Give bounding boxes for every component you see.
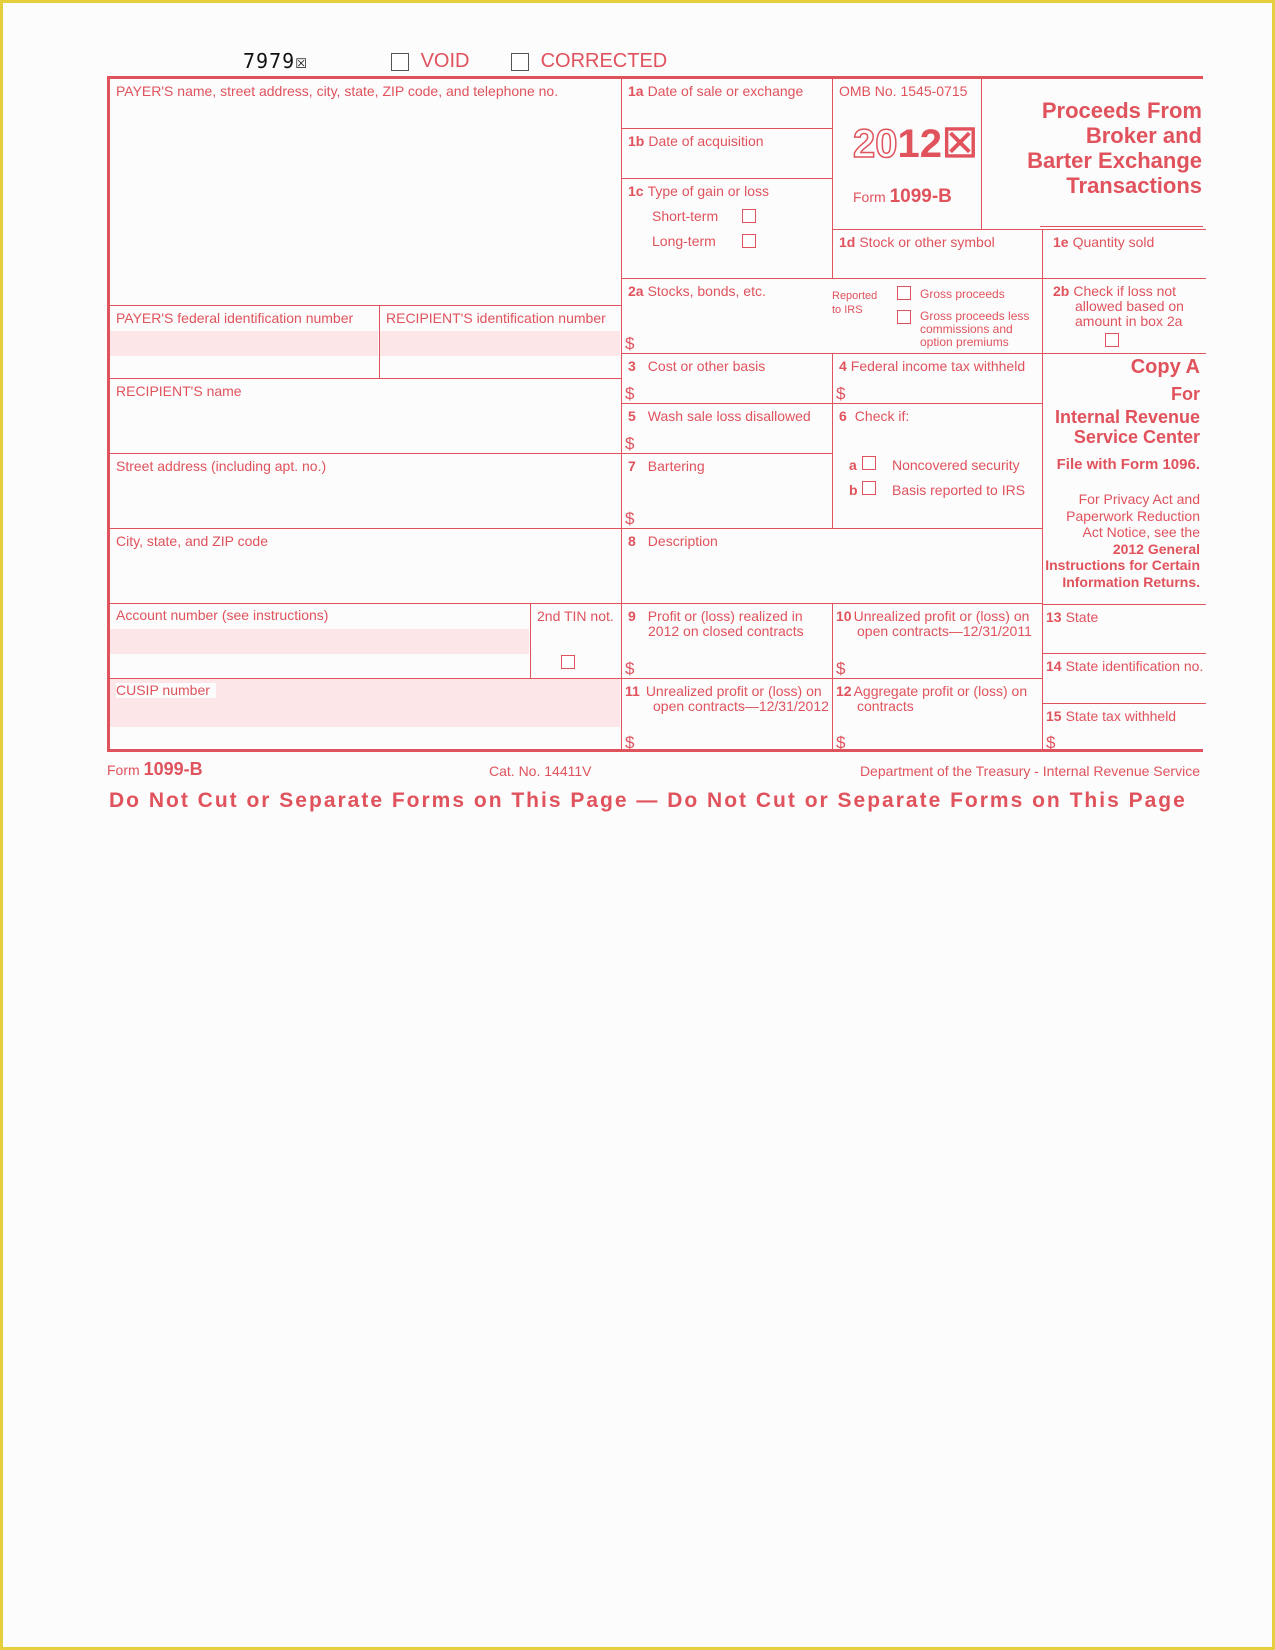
form-grid [107, 76, 1203, 752]
box-number: 9 [628, 608, 636, 624]
box-8[interactable] [622, 529, 1043, 604]
recipient-id-label: RECIPIENT'S identification number [386, 310, 606, 326]
street-address-label: Street address (including apt. no.) [116, 458, 327, 474]
form-name: 1099-B [889, 186, 952, 207]
box-number: 1b [628, 133, 645, 149]
form-prefix: Form [853, 189, 886, 205]
form-code: 7979☒ [243, 49, 309, 73]
long-term-checkbox[interactable] [742, 234, 756, 248]
box-13-label: State [1065, 609, 1099, 625]
box-number: 15 [1046, 708, 1062, 724]
gross-less-line: option premiums [920, 335, 1009, 349]
corrected-label: CORRECTED [540, 50, 668, 73]
street-address-box[interactable] [110, 454, 622, 529]
basis-reported-checkbox[interactable] [862, 481, 876, 495]
noncovered-security-label: Noncovered security [892, 457, 1020, 473]
box-14[interactable] [1043, 654, 1206, 704]
gross-less-label [920, 310, 1029, 349]
box-12-line: Aggregate profit or (loss) on [853, 683, 1028, 699]
corrected-checkbox[interactable] [511, 53, 529, 71]
box-2b [1043, 279, 1206, 354]
box-number: 13 [1046, 609, 1062, 625]
box-10-line: Unrealized profit or (loss) on [853, 608, 1030, 624]
payer-fed-id-field[interactable] [110, 331, 378, 356]
omb-box [833, 79, 982, 229]
divider [1040, 226, 1203, 227]
box-2b-label [1053, 284, 1184, 329]
dollar-sign: $ [625, 434, 635, 453]
copy-a-line: Internal Revenue [1054, 407, 1200, 427]
box-10-line: open contracts—12/31/2011 [857, 623, 1032, 639]
box-11-line: Unrealized profit or (loss) on [645, 683, 822, 699]
recipient-id-box[interactable] [380, 306, 622, 379]
box-1b[interactable] [622, 129, 833, 179]
noncovered-security-checkbox[interactable] [862, 456, 876, 470]
privacy-line: 2012 General [1112, 540, 1200, 557]
gross-proceeds-checkbox[interactable] [897, 286, 911, 300]
form-name-omb [853, 186, 952, 207]
privacy-line: Paperwork Reduction [1066, 507, 1200, 524]
box-3-label: Cost or other basis [647, 358, 766, 374]
box-6-a-letter: a [849, 457, 857, 473]
box-9-label [628, 609, 804, 639]
box-number: 1c [628, 183, 644, 199]
dollar-sign: $ [625, 334, 635, 353]
title-line: Barter Exchange [1027, 148, 1202, 173]
account-number-label: Account number (see instructions) [116, 608, 334, 623]
year-outline: 20 [853, 122, 898, 166]
city-state-zip-label: City, state, and ZIP code [116, 533, 269, 549]
box-1d[interactable] [833, 229, 1043, 279]
box-number: 11 [625, 683, 640, 699]
box-number: 1e [1053, 234, 1069, 250]
box-2a-label: Stocks, bonds, etc. [647, 283, 766, 299]
privacy-notice [1045, 491, 1200, 590]
dollar-sign: $ [625, 509, 635, 528]
box-15-label: State tax withheld [1065, 708, 1177, 724]
basis-reported-label: Basis reported to IRS [892, 482, 1026, 498]
short-term-label: Short-term [652, 208, 719, 224]
payer-info-box[interactable] [110, 79, 622, 306]
box-6-b-letter: b [849, 482, 858, 498]
long-term-label: Long-term [652, 233, 716, 249]
payer-fed-id-label: PAYER'S federal identification number [116, 310, 354, 326]
box-10-label [836, 609, 1032, 639]
recipient-name-label: RECIPIENT'S name [116, 383, 242, 399]
dollar-sign: $ [836, 733, 846, 752]
long-term-row [652, 234, 716, 249]
box-1a[interactable] [622, 79, 833, 129]
department-label: Department of the Treasury - Internal Revenue Service [859, 763, 1200, 779]
box-2a[interactable] [622, 279, 1043, 354]
cat-number: Cat. No. 14411V [489, 763, 592, 779]
box-7[interactable] [622, 454, 833, 529]
box-1d-label: Stock or other symbol [859, 234, 995, 250]
copy-a-line: For [1171, 384, 1200, 404]
box-13[interactable] [1043, 604, 1206, 654]
account-number-box[interactable] [110, 604, 531, 679]
box-number: 3 [628, 358, 636, 374]
box-number: 8 [628, 533, 636, 549]
gross-less-line: Gross proceeds less [920, 309, 1030, 323]
gross-less-line: commissions and [920, 322, 1013, 336]
box-1c-label: Type of gain or loss [647, 183, 769, 199]
box-6 [833, 404, 1043, 529]
box-1c [622, 179, 833, 279]
box-8-label: Description [647, 533, 718, 549]
privacy-line: For Privacy Act and [1078, 491, 1200, 507]
box-4[interactable] [833, 354, 1043, 404]
box-10[interactable] [833, 604, 1043, 679]
box-number: 2b [1053, 283, 1070, 299]
box-number: 7 [628, 458, 636, 474]
box-1e[interactable] [1043, 229, 1206, 279]
footer-form-name [107, 759, 203, 780]
copy-a-title: Copy A [1130, 356, 1200, 378]
footer-form-number: 1099-B [143, 759, 203, 779]
file-with-1096: File with Form 1096. [1056, 456, 1200, 473]
box-number: 6 [839, 408, 847, 424]
box-6-label: Check if: [854, 408, 910, 424]
box-9[interactable] [622, 604, 833, 679]
box-number: 4 [839, 358, 847, 374]
year-bold: 12☒ [897, 122, 978, 166]
box-1e-label: Quantity sold [1072, 234, 1155, 250]
box-12[interactable] [833, 679, 1043, 752]
title-line: Transactions [1066, 173, 1202, 198]
box-number: 12 [836, 683, 852, 699]
privacy-line: Information Returns. [1062, 573, 1200, 590]
dollar-sign: $ [836, 659, 846, 678]
box-3[interactable] [622, 354, 833, 404]
gross-less-checkbox[interactable] [897, 310, 911, 324]
box-number: 1a [628, 83, 644, 99]
box-number: 2a [628, 283, 644, 299]
box-2b-line: allowed based on [1075, 298, 1184, 314]
box-5[interactable] [622, 404, 833, 454]
cusip-box[interactable] [110, 679, 622, 752]
reported-to-irs [832, 289, 877, 317]
title-line: Broker and [1085, 123, 1202, 148]
box-7-label: Bartering [647, 458, 705, 474]
second-tin-box [531, 604, 622, 679]
box-9-line: Profit or (loss) realized in [647, 608, 803, 624]
box-9-line: 2012 on closed contracts [648, 623, 804, 639]
privacy-line: Instructions for Certain [1045, 557, 1200, 573]
box-1b-label: Date of acquisition [648, 133, 764, 149]
box-number: 1d [839, 234, 856, 250]
box-14-label: State identification no. [1065, 658, 1204, 674]
gross-proceeds-label: Gross proceeds [920, 287, 1005, 301]
box-4-label: Federal income tax withheld [850, 358, 1026, 374]
void-row [391, 50, 469, 73]
reported-line: to IRS [832, 304, 863, 316]
box-11[interactable] [622, 679, 833, 752]
box-11-line: open contracts—12/31/2012 [653, 698, 829, 714]
reported-line: Reported [832, 290, 878, 302]
box-2b-checkbox[interactable] [1105, 333, 1119, 347]
void-checkbox[interactable] [391, 53, 409, 71]
cusip-label: CUSIP number [116, 683, 216, 698]
second-tin-label: 2nd TIN not. [537, 608, 614, 624]
account-number-field[interactable] [110, 629, 529, 654]
omb-number: OMB No. 1545-0715 [839, 83, 968, 99]
box-number: 5 [628, 408, 636, 424]
city-state-zip-box[interactable] [110, 529, 622, 604]
box-12-line: contracts [857, 698, 914, 714]
payer-info-label: PAYER'S name, street address, city, state, ZIP code, and telephone no. [116, 83, 559, 99]
box-number: 10 [836, 608, 852, 624]
cut-line-warning: Do Not Cut or Separate Forms on This Page — Do Not Cut or Separate Forms on This Page [109, 789, 1187, 812]
box-5-label: Wash sale loss disallowed [647, 408, 811, 424]
box-12-label [836, 684, 1027, 714]
recipient-name-box[interactable] [110, 379, 622, 454]
box-number: 14 [1046, 658, 1062, 674]
dollar-sign: $ [1046, 733, 1056, 752]
recipient-id-field[interactable] [380, 331, 620, 356]
box-11-label [625, 684, 829, 714]
dollar-sign: $ [625, 733, 635, 752]
dollar-sign: $ [625, 659, 635, 678]
title-line: Proceeds From [1041, 98, 1202, 123]
second-tin-checkbox[interactable] [561, 655, 575, 669]
privacy-line: Act Notice, see the [1082, 524, 1200, 540]
dollar-sign: $ [836, 384, 846, 403]
short-term-row [652, 209, 718, 224]
box-1a-label: Date of sale or exchange [647, 83, 804, 99]
copy-a-block [1055, 353, 1200, 475]
box-15[interactable] [1043, 704, 1206, 752]
corrected-row [511, 50, 667, 73]
box-2b-line: Check if loss not [1073, 283, 1177, 299]
payer-fed-id-box[interactable] [110, 306, 380, 379]
tax-year [853, 124, 978, 164]
box-2b-line: amount in box 2a [1075, 313, 1183, 329]
short-term-checkbox[interactable] [742, 209, 756, 223]
copy-a-line: Service Center [1073, 427, 1200, 447]
void-label: VOID [420, 50, 470, 73]
footer-form-prefix: Form [107, 762, 140, 778]
dollar-sign: $ [625, 384, 635, 403]
